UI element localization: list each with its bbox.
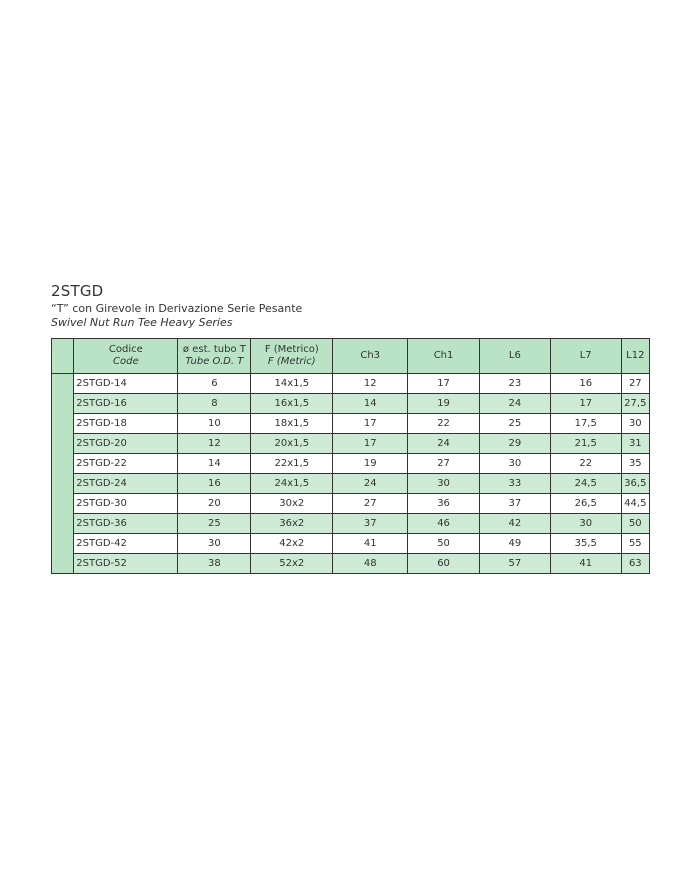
cell-thread: 20x1,5 [251, 434, 333, 454]
table-row [52, 454, 650, 474]
cell-ch3: 14 [333, 394, 408, 414]
column-header-l7: L7 [550, 339, 621, 374]
cell-code: 2STGD-16 [74, 394, 178, 414]
cell-tube-od: 16 [178, 474, 251, 494]
column-header-thread-it: F (Metrico) [264, 344, 319, 355]
cell-ch3: 24 [333, 474, 408, 494]
product-description-italian: “T” con Girevole in Derivazione Serie Pesante [51, 302, 303, 315]
cell-ch1: 60 [408, 554, 480, 574]
cell-ch1: 36 [408, 494, 480, 514]
cell-l6: 23 [479, 374, 550, 394]
cell-tube-od: 30 [178, 534, 251, 554]
cell-l7: 22 [550, 454, 621, 474]
cell-code: 2STGD-20 [74, 434, 178, 454]
cell-thread: 36x2 [251, 514, 333, 534]
cell-tube-od: 10 [178, 414, 251, 434]
table-row [52, 534, 650, 554]
product-header [51, 283, 651, 330]
cell-thread: 18x1,5 [251, 414, 333, 434]
cell-tube-od: 20 [178, 494, 251, 514]
cell-l12: 44,5 [621, 494, 649, 514]
product-code-title: 2STGD [51, 282, 104, 300]
table-row [52, 514, 650, 534]
cell-ch3: 19 [333, 454, 408, 474]
cell-l7: 21,5 [550, 434, 621, 454]
cell-tube-od: 6 [178, 374, 251, 394]
cell-ch3: 27 [333, 494, 408, 514]
cell-l6: 42 [479, 514, 550, 534]
cell-ch1: 30 [408, 474, 480, 494]
cell-thread: 52x2 [251, 554, 333, 574]
cell-tube-od: 14 [178, 454, 251, 474]
column-header-ch3: Ch3 [333, 339, 408, 374]
cell-l12: 35 [621, 454, 649, 474]
column-header-code-it: Codice [108, 344, 143, 355]
cell-ch3: 17 [333, 434, 408, 454]
cell-ch1: 46 [408, 514, 480, 534]
cell-l6: 30 [479, 454, 550, 474]
cell-code: 2STGD-24 [74, 474, 178, 494]
cell-thread: 42x2 [251, 534, 333, 554]
table-row [52, 434, 650, 454]
cell-l6: 57 [479, 554, 550, 574]
column-header-ch1: Ch1 [408, 339, 480, 374]
cell-ch1: 24 [408, 434, 480, 454]
cell-code: 2STGD-14 [74, 374, 178, 394]
column-header-tube-od [178, 339, 251, 374]
cell-ch1: 19 [408, 394, 480, 414]
cell-l7: 26,5 [550, 494, 621, 514]
table-row [52, 374, 650, 394]
cell-ch1: 22 [408, 414, 480, 434]
column-header-l6: L6 [479, 339, 550, 374]
side-band [52, 374, 74, 574]
cell-thread: 30x2 [251, 494, 333, 514]
cell-ch1: 17 [408, 374, 480, 394]
cell-l12: 31 [621, 434, 649, 454]
cell-tube-od: 12 [178, 434, 251, 454]
cell-l6: 33 [479, 474, 550, 494]
cell-thread: 22x1,5 [251, 454, 333, 474]
header-row [52, 339, 650, 374]
column-header-code-en: Code [113, 356, 139, 367]
cell-thread: 16x1,5 [251, 394, 333, 414]
cell-ch3: 17 [333, 414, 408, 434]
cell-ch3: 41 [333, 534, 408, 554]
column-header-tube-od-it: ø est. tubo T [182, 344, 246, 355]
side-band-header [52, 339, 74, 374]
cell-l6: 25 [479, 414, 550, 434]
cell-l12: 63 [621, 554, 649, 574]
cell-ch1: 27 [408, 454, 480, 474]
cell-thread: 14x1,5 [251, 374, 333, 394]
cell-thread: 24x1,5 [251, 474, 333, 494]
cell-ch3: 12 [333, 374, 408, 394]
dimensions-table [51, 338, 650, 574]
column-header-thread [251, 339, 333, 374]
cell-code: 2STGD-36 [74, 514, 178, 534]
cell-tube-od: 38 [178, 554, 251, 574]
cell-code: 2STGD-22 [74, 454, 178, 474]
cell-l6: 37 [479, 494, 550, 514]
cell-l12: 50 [621, 514, 649, 534]
cell-l12: 36,5 [621, 474, 649, 494]
cell-l7: 16 [550, 374, 621, 394]
table-row [52, 414, 650, 434]
table-row [52, 554, 650, 574]
cell-l7: 41 [550, 554, 621, 574]
cell-ch1: 50 [408, 534, 480, 554]
table-row [52, 494, 650, 514]
column-header-tube-od-en: Tube O.D. T [185, 356, 244, 367]
cell-ch3: 37 [333, 514, 408, 534]
cell-l6: 49 [479, 534, 550, 554]
cell-l12: 30 [621, 414, 649, 434]
cell-code: 2STGD-52 [74, 554, 178, 574]
table-row [52, 474, 650, 494]
cell-l12: 27,5 [621, 394, 649, 414]
cell-l7: 30 [550, 514, 621, 534]
cell-l12: 27 [621, 374, 649, 394]
product-description-english: Swivel Nut Run Tee Heavy Series [51, 316, 233, 329]
cell-l6: 29 [479, 434, 550, 454]
column-header-l12: L12 [621, 339, 649, 374]
cell-tube-od: 25 [178, 514, 251, 534]
cell-l6: 24 [479, 394, 550, 414]
column-header-code [74, 339, 178, 374]
cell-tube-od: 8 [178, 394, 251, 414]
cell-l12: 55 [621, 534, 649, 554]
column-header-thread-en: F (Metric) [267, 356, 316, 367]
cell-code: 2STGD-42 [74, 534, 178, 554]
cell-l7: 24,5 [550, 474, 621, 494]
table-row [52, 394, 650, 414]
table-header [52, 339, 650, 374]
cell-code: 2STGD-18 [74, 414, 178, 434]
cell-l7: 35,5 [550, 534, 621, 554]
table-body [52, 374, 650, 574]
cell-ch3: 48 [333, 554, 408, 574]
cell-code: 2STGD-30 [74, 494, 178, 514]
cell-l7: 17 [550, 394, 621, 414]
cell-l7: 17,5 [550, 414, 621, 434]
